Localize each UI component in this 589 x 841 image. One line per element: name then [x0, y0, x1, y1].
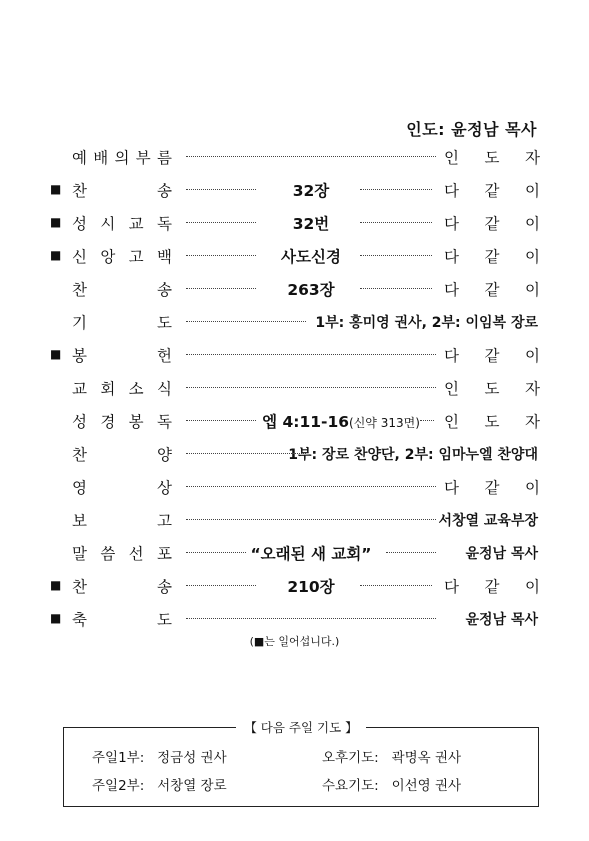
row-label: 영 상: [72, 479, 172, 497]
prayer-item: 수요기도: 이선영 권사: [322, 778, 462, 794]
row-responsible: 윤정남 목사: [465, 612, 538, 628]
leader-dots: [186, 354, 436, 355]
row-responsible: 다 같 이: [444, 578, 540, 596]
next-week-prayer-title: 【 다음 주일 기도 】: [236, 720, 365, 735]
row-label: 성 시 교 독: [72, 215, 172, 233]
worship-row: [50, 536, 540, 569]
leader-dots: [186, 288, 256, 289]
row-label: 말 씀 선 포: [72, 545, 172, 563]
row-label: 신 앙 고 백: [72, 248, 172, 266]
leader-dots: [360, 255, 432, 256]
row-label: 찬 송: [72, 281, 172, 299]
worship-row: [50, 470, 540, 503]
prayer-item: 주일2부: 서창열 장로: [92, 778, 227, 794]
leader-dots: [186, 189, 256, 190]
worship-row: [50, 140, 540, 173]
leader-dots: [360, 189, 432, 190]
row-responsible: 인 도 자: [444, 149, 540, 167]
prayer-item: 주일1부: 정금성 권사: [92, 750, 227, 766]
leader-dots: [186, 387, 436, 388]
leader-dots: [186, 486, 436, 487]
leader-dots: [186, 618, 436, 619]
row-label: 기 도: [72, 314, 172, 332]
worship-row: [50, 371, 540, 404]
standing-mark: ■: [50, 611, 62, 625]
row-label: 교 회 소 식: [72, 380, 172, 398]
leader-dots: [186, 321, 306, 322]
standing-mark: ■: [50, 215, 62, 229]
leader-dots: [186, 519, 436, 520]
row-label: 예 배 의 부 름: [72, 149, 172, 167]
standing-mark: ■: [50, 578, 62, 592]
row-label: 찬 송: [72, 182, 172, 200]
leader-dots: [420, 420, 434, 421]
row-responsible: 다 같 이: [444, 281, 540, 299]
worship-row: [50, 239, 540, 272]
row-responsible: 다 같 이: [444, 347, 540, 365]
row-content: 32장: [292, 182, 330, 200]
standing-mark: ■: [50, 347, 62, 361]
row-responsible: 다 같 이: [444, 215, 540, 233]
leader-dots: [360, 288, 432, 289]
row-label: 찬 송: [72, 578, 172, 596]
standing-note: (■는 일어섭니다.): [249, 635, 340, 648]
worship-row: [50, 569, 540, 602]
row-responsible: 1부: 홍미영 권사, 2부: 이임복 장로: [315, 315, 538, 331]
leader-dots: [186, 552, 246, 553]
leader-dots: [360, 585, 432, 586]
row-label: 성 경 봉 독: [72, 413, 172, 431]
standing-mark: ■: [50, 182, 62, 196]
order-of-worship: [50, 140, 540, 635]
row-content: 엡 4:11-16(신약 313면): [262, 413, 420, 431]
worship-row: [50, 404, 540, 437]
row-responsible: 1부: 장로 찬양단, 2부: 임마누엘 찬양대: [288, 447, 538, 463]
row-responsible: 서창열 교육부장: [438, 513, 538, 529]
worship-row: [50, 602, 540, 635]
next-week-prayer-box: [63, 720, 539, 807]
worship-row: [50, 173, 540, 206]
leader-dots: [186, 585, 256, 586]
row-label: 축 도: [72, 611, 172, 629]
row-responsible: 다 같 이: [444, 479, 540, 497]
leader-dots: [186, 222, 256, 223]
row-responsible: 인 도 자: [444, 413, 540, 431]
prayer-item: 오후기도: 곽명옥 권사: [322, 750, 462, 766]
row-responsible: 다 같 이: [444, 248, 540, 266]
row-label: 찬 양: [72, 446, 172, 464]
leader-dots: [186, 453, 306, 454]
row-content: 32번: [292, 215, 330, 233]
leader-dots: [186, 420, 256, 421]
worship-row: [50, 437, 540, 470]
worship-row: [50, 503, 540, 536]
row-label: 보 고: [72, 512, 172, 530]
leader-line: 인도: 윤정남 목사: [406, 120, 537, 139]
row-content: 사도신경: [281, 248, 341, 266]
worship-row: [50, 206, 540, 239]
leader-dots: [186, 255, 256, 256]
leader-dots: [386, 552, 436, 553]
leader-dots: [360, 222, 432, 223]
row-responsible: 윤정남 목사: [465, 546, 538, 562]
row-content: “오래된 새 교회”: [250, 545, 372, 563]
row-content: 210장: [287, 578, 335, 596]
standing-mark: ■: [50, 248, 62, 262]
worship-row: [50, 272, 540, 305]
row-responsible: 다 같 이: [444, 182, 540, 200]
worship-row: [50, 305, 540, 338]
row-responsible: 인 도 자: [444, 380, 540, 398]
worship-row: [50, 338, 540, 371]
leader-dots: [186, 156, 436, 157]
row-content: 263장: [287, 281, 335, 299]
row-label: 봉 헌: [72, 347, 172, 365]
